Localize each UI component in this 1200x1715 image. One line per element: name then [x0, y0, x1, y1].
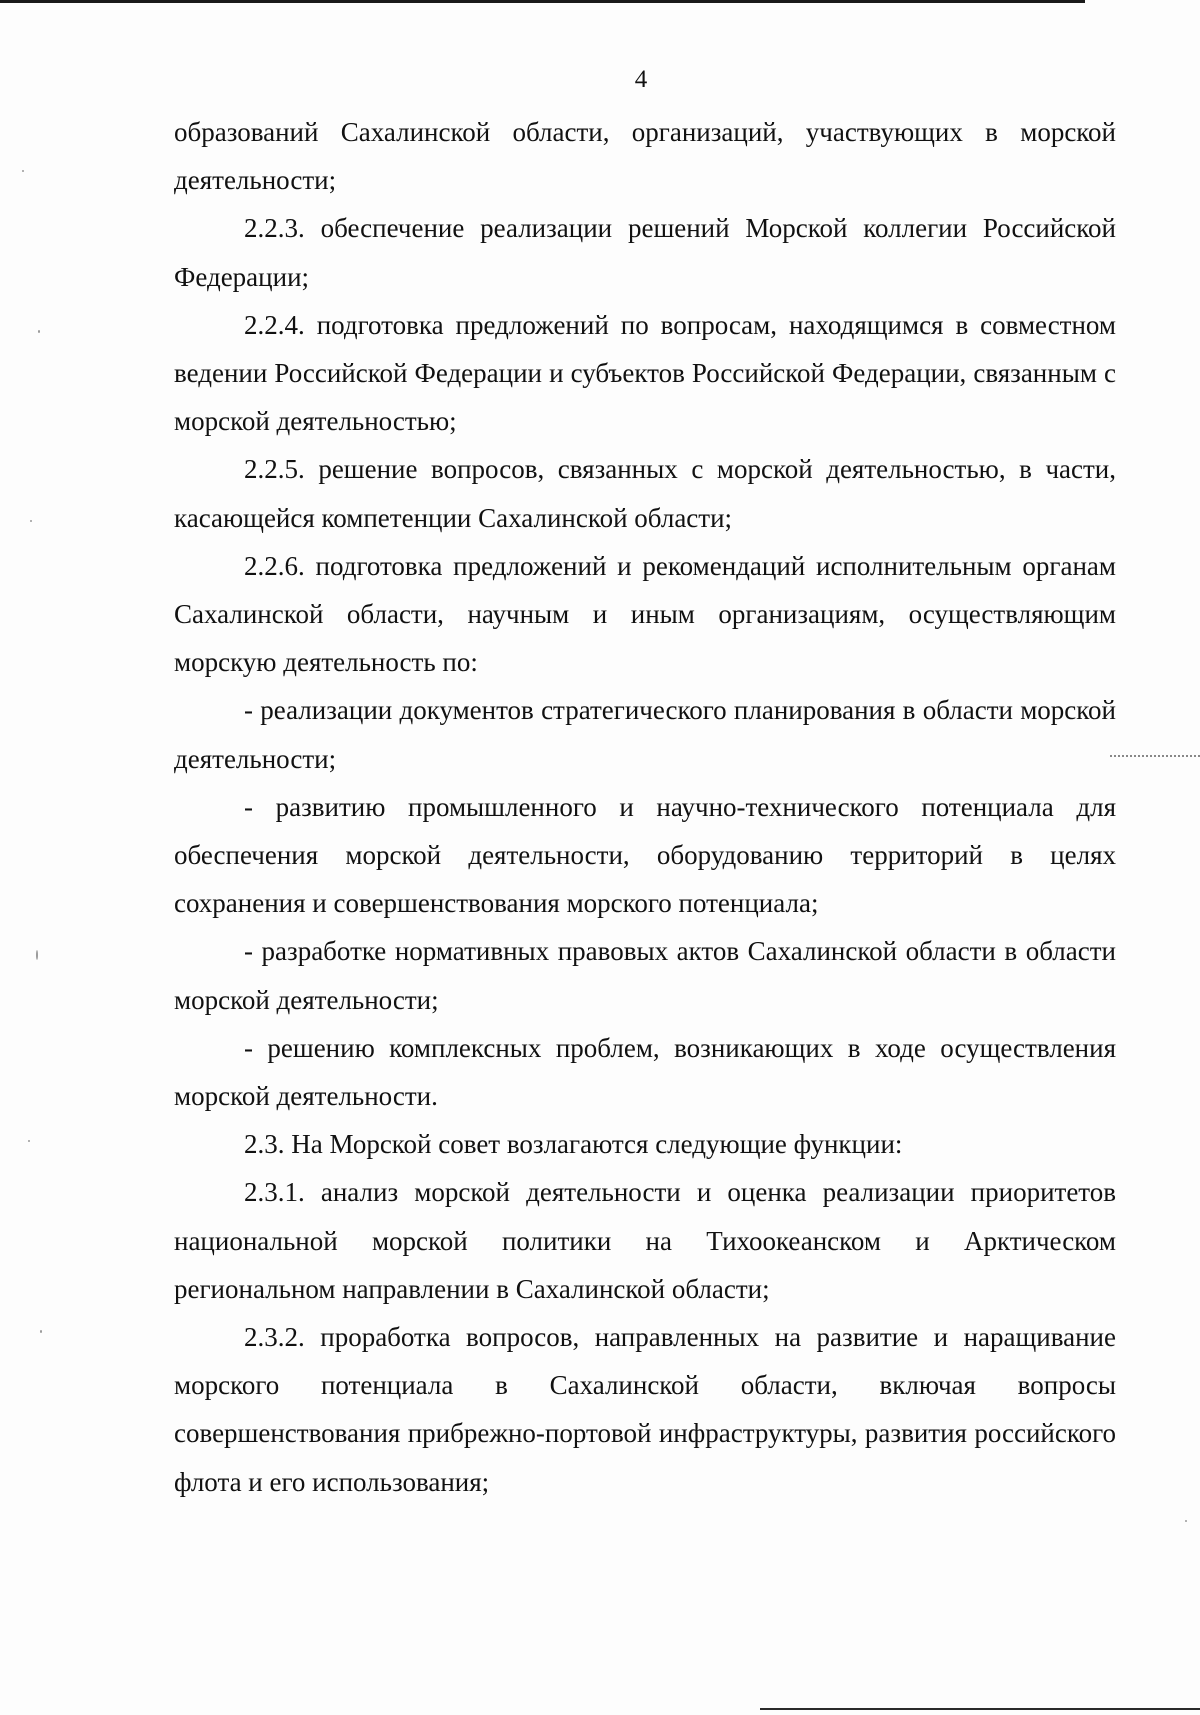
list-item-industrial-potential: - развитию промышленного и научно-технического потенциала для обеспечения морской деятельности, оборудованию территорий в целях сохранения и совершенствования морского потенциала;	[174, 791, 1116, 919]
scan-bottom-border	[760, 1708, 1200, 1710]
paragraph-2-3-2: 2.3.2. проработка вопросов, направленных на развитие и наращивание морского потенциала в Сахалинской области, включая вопросы совершенствования прибрежно-портовой инфраструктуры, развития российского флота и его использования;	[174, 1322, 1116, 1497]
document-body	[174, 108, 1116, 1506]
list-item-strategic-planning: - реализации документов стратегического планирования в области морской деятельности;	[174, 695, 1116, 774]
scan-top-border	[0, 0, 1085, 3]
paragraph-2-2-5: 2.2.5. решение вопросов, связанных с морской деятельностью, в части, касающейся компетенции Сахалинской области;	[174, 454, 1116, 533]
scan-speck	[1185, 1520, 1187, 1522]
paragraph-2-2-3: 2.2.3. обеспечение реализации решений Морской коллегии Российской Федерации;	[174, 213, 1116, 292]
paragraph-2-3-1: 2.3.1. анализ морской деятельности и оценка реализации приоритетов национальной морской политики на Тихоокеанском и Арктическом региональном направлении в Сахалинской области;	[174, 1177, 1116, 1304]
scan-speck	[30, 520, 32, 522]
scan-speck	[40, 1330, 42, 1333]
paragraph-continuation: образований Сахалинской области, организаций, участвующих в морской деятельности;	[174, 117, 1116, 196]
scan-speck	[28, 1140, 30, 1142]
paragraph-2-2-6: 2.2.6. подготовка предложений и рекомендаций исполнительным органам Сахалинской области, научным и иным организациям, осуществляющим морскую деятельность по:	[174, 550, 1116, 678]
page-number: 4	[634, 66, 648, 93]
scan-speck	[36, 950, 38, 960]
scan-speck	[38, 330, 40, 333]
list-item-complex-problems: - решению комплексных проблем, возникающих в ходе осуществления морской деятельности.	[174, 1032, 1116, 1112]
margin-scan-artifact	[1110, 755, 1200, 761]
paragraph-2-3: 2.3. На Морской совет возлагаются следующие функции:	[244, 1129, 903, 1160]
list-item-regulatory-acts: - разработке нормативных правовых актов Сахалинской области в области морской деятельности;	[174, 936, 1116, 1015]
paragraph-2-2-4: 2.2.4. подготовка предложений по вопросам, находящимся в совместном ведении Российской Федерации и субъектов Российской Федерации, связанным с морской деятельностью;	[174, 309, 1116, 437]
scan-speck	[22, 170, 24, 172]
